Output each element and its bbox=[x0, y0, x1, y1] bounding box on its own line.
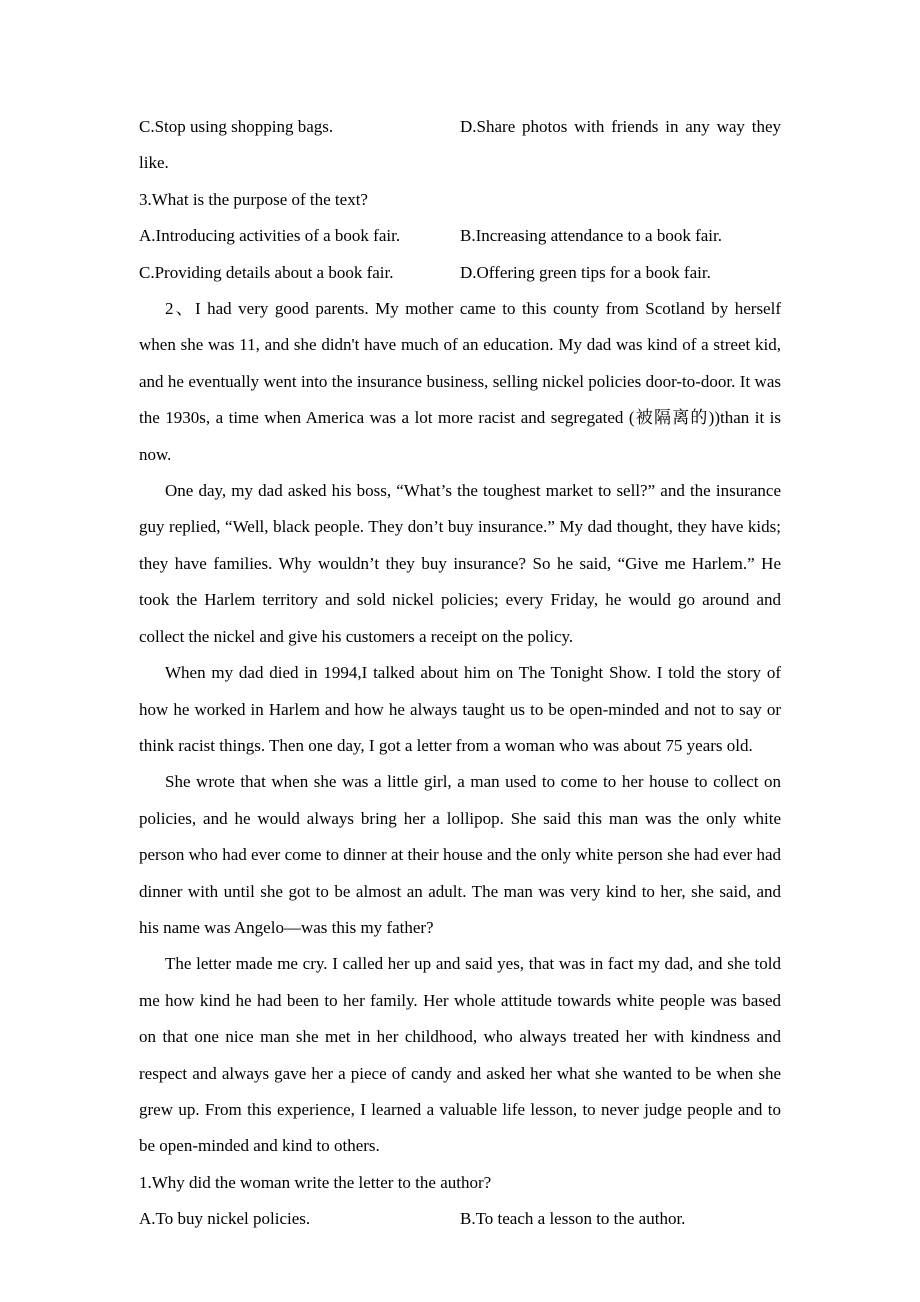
option-d-share-photos: D.Share photos with friends in any way they bbox=[460, 117, 781, 136]
question-3-options-cd-row bbox=[139, 255, 781, 291]
option-a-to-buy-nickel-policies: A.To buy nickel policies. bbox=[139, 1209, 311, 1229]
prev-question-options-cd-row bbox=[139, 109, 781, 145]
passage-paragraph-5: The letter made me cry. I called her up and said yes, that was in fact my dad, and she told me how kind he had been to her family. Her whole attitude towards white people was based on that one nice man she met in her childhood, who always treated her with kindness and respect and always gave her a piece of candy and asked her what she wanted to be when she grew up. From this experience, I learned a valuable life lesson, to never judge people and to be open-minded and kind to others. bbox=[139, 954, 781, 1156]
option-d-overflow-line: like. bbox=[139, 153, 169, 173]
option-a-introducing-activities: A.Introducing activities of a book fair. bbox=[139, 226, 401, 246]
question-1-text: 1.Why did the woman write the letter to the author? bbox=[139, 1172, 492, 1192]
option-d-offering-green-tips: D.Offering green tips for a book fair. bbox=[460, 262, 711, 282]
question-1-options-ab-row bbox=[139, 1201, 781, 1237]
option-b-increasing-attendance: B.Increasing attendance to a book fair. bbox=[460, 226, 722, 246]
passage-paragraph-2: One day, my dad asked his boss, “What’s the toughest market to sell?” and the insurance guy replied, “Well, black people. They don’t buy insurance.” My dad thought, they have kids; they have families. Why wouldn’t they buy insurance? So he said, “Give me Harlem.” He took the Harlem territory and sold nickel policies; every Friday, he would go around and collect the nickel and give his customers a receipt on the policy. bbox=[139, 481, 781, 646]
option-c-stop-using-shopping-bags: C.Stop using shopping bags. bbox=[139, 117, 334, 136]
passage-paragraph-1: 2、I had very good parents. My mother came to this county from Scotland by herself when she was 11, and she didn't have much of an education. My dad was kind of a street kid, and he eventually went into the insurance business, selling nickel policies door-to-door. It was the 1930s, a time when America was a lot more racist and segregated (被隔离的))than it is now. bbox=[139, 299, 781, 464]
option-c-providing-details: C.Providing details about a book fair. bbox=[139, 262, 394, 282]
passage-paragraph-3: When my dad died in 1994,I talked about him on The Tonight Show. I told the story of how he worked in Harlem and how he always taught us to be open-minded and not to say or think racist things. Then one day, I got a letter from a woman who was about 75 years old. bbox=[139, 663, 781, 755]
passage-paragraph-4: She wrote that when she was a little girl, a man used to come to her house to collect on policies, and he would always bring her a lollipop. She said this man was the only white person who had ever come to dinner at their house and the only white person she had ever had dinner with until she got to be almost an adult. The man was very kind to her, she said, and his name was Angelo—was this my father? bbox=[139, 772, 781, 937]
question-3-options-ab-row bbox=[139, 218, 781, 254]
question-3-text: 3.What is the purpose of the text? bbox=[139, 189, 368, 209]
option-b-to-teach-a-lesson: B.To teach a lesson to the author. bbox=[460, 1209, 686, 1229]
